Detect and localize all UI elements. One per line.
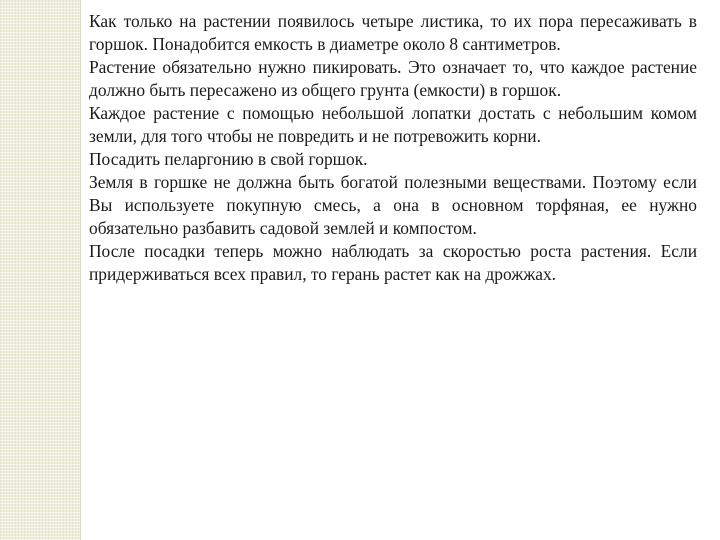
document-body xyxy=(89,10,697,286)
paragraph-transplant-timing: Как только на растении появилось четыре листика, то их пора пересаживать в горшок. Понадобится емкость в диаметре около 8 сантиметров. xyxy=(89,11,697,54)
paragraph-planting: Посадить пеларгонию в свой горшок. xyxy=(89,149,368,169)
decorative-side-strip xyxy=(0,0,81,540)
paragraph-pricking-out: Растение обязательно нужно пикировать. Это означает то, что каждое растение должно быть пересажено из общего грунта (емкости) в горшок. xyxy=(89,57,697,100)
paragraph-digging-plant: Каждое растение с помощью небольшой лопатки достать с небольшим комом земли, для того чтобы не повредить и не потревожить корни. xyxy=(89,103,697,146)
paragraph-growth: После посадки теперь можно наблюдать за скоростью роста растения. Если придерживаться всех правил, то герань растет как на дрожжах. xyxy=(89,241,697,284)
paragraph-soil: Земля в горшке не должна быть богатой полезными веществами. Поэтому если Вы используете покупную смесь, а она в основном торфяная, ее нужно обязательно разбавить садовой землей и компостом. xyxy=(89,172,697,238)
